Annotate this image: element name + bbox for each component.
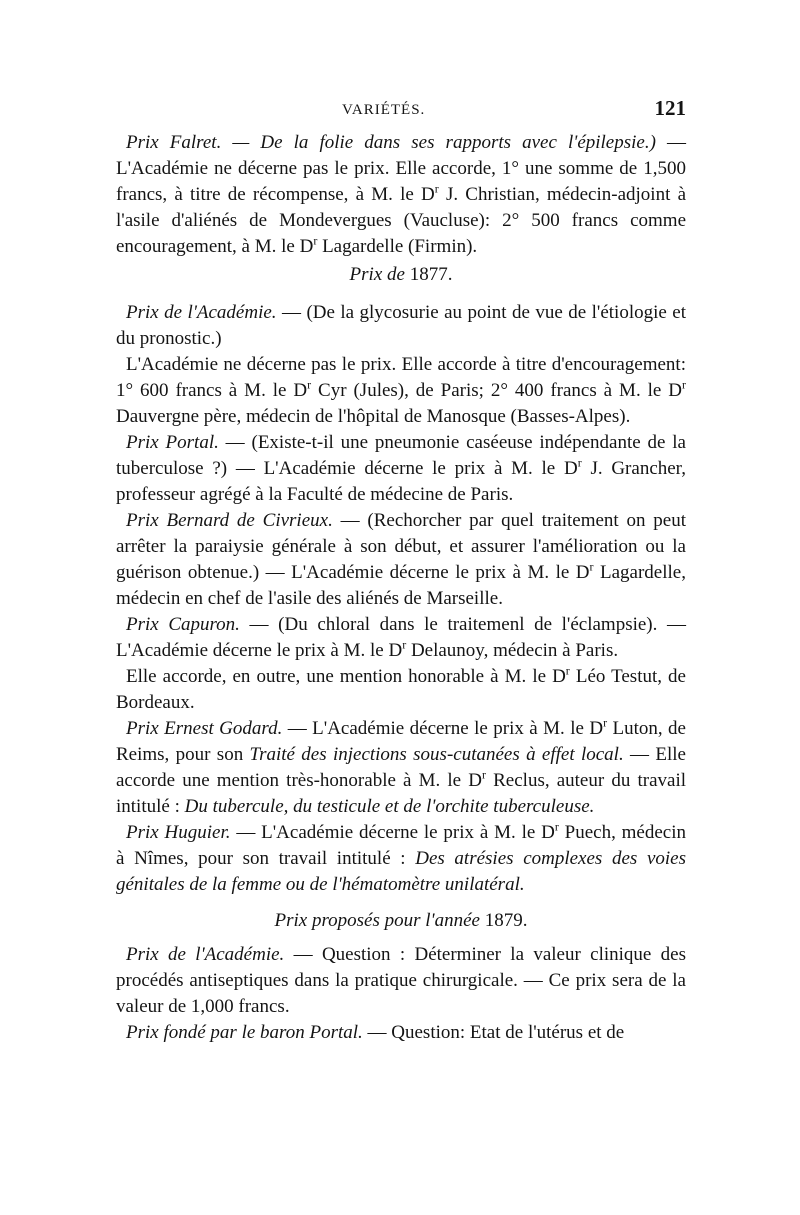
text-run: L'Académie ne décerne pas le prix. Elle accorde à titre d'encouragement: 1° 600 francs à M. le D [116, 354, 686, 401]
superscript: r [682, 377, 686, 392]
italic-text: Prix Bernard de Civrieux. [126, 510, 333, 531]
italic-text: Prix de l'Académie. [126, 944, 285, 965]
superscript: r [603, 715, 608, 730]
superscript: r [434, 181, 439, 196]
superscript: r [481, 767, 486, 782]
text-run: Delaunoy, médecin à Paris. [406, 640, 619, 661]
text-run: 1879. [479, 910, 528, 931]
paragraph [116, 300, 686, 352]
italic-text: Prix de l'Académie. [126, 302, 277, 323]
page-header [116, 96, 686, 130]
italic-text: Prix proposés pour l'année [274, 910, 480, 931]
text-run: Lagardelle, médecin en chef de l'asile des aliénés de Marseille. [116, 562, 686, 609]
paragraph [116, 130, 686, 260]
italic-text: Prix Falret. — De la folie dans ses rapports avec l'épilepsie.) [126, 132, 656, 153]
text-run: Léo Testut, de Bordeaux. [116, 666, 686, 713]
paragraph [116, 1020, 686, 1046]
paragraph [116, 664, 686, 716]
superscript: r [307, 377, 312, 392]
superscript: r [554, 819, 559, 834]
section-heading [116, 262, 686, 288]
italic-text: Prix fondé par le baron Portal. [126, 1022, 363, 1043]
text-run: Puech, médecin à Nîmes, pour son travail intitulé : [116, 822, 687, 869]
running-title: VARIÉTÉS. [342, 102, 426, 118]
superscript: r [589, 559, 594, 574]
body-text [116, 130, 686, 1046]
paragraph [116, 716, 686, 820]
text-run: — Question : Déterminer la valeur clinique des procédés antiseptiques dans la pratique chirurgicale. — Ce prix sera de la valeur de 1,000 francs. [116, 944, 686, 1017]
italic-text: Prix Ernest Godard. [126, 718, 283, 739]
text-run: Lagardelle (Firmin). [317, 236, 478, 257]
text-run: — (De la glycosurie au point de vue de l'étiologie et du pronostic.) [116, 302, 686, 349]
paragraph [116, 430, 686, 508]
text-run: — (Du chloral dans le traitemenl de l'éclampsie). — L'Académie décerne le prix à M. le D [116, 614, 686, 661]
paragraph [116, 820, 686, 898]
italic-text: Prix Capuron. [126, 614, 240, 635]
text-run: — (Rechorcher par quel traitement on peut arrêter la paraiysie générale à son début, et assurer l'amélioration ou la guérison obtenue.) — L'Académie décerne le prix à M. le D [116, 510, 686, 583]
text-run: J. Grancher, professeur agrégé à la Faculté de médecine de Paris. [116, 458, 686, 505]
paragraph [116, 352, 686, 430]
text-run: Luton, de Reims, pour son [116, 718, 686, 765]
italic-text: Prix Portal. [126, 432, 219, 453]
text-run: — Elle accorde une mention très-honorable à M. le D [116, 744, 686, 791]
paragraph [116, 508, 686, 612]
paragraph [116, 942, 686, 1020]
superscript: r [313, 233, 318, 248]
italic-text: Des atrésies complexes des voies génitales de la femme ou de l'hématomètre unilatéral. [116, 848, 686, 895]
italic-text: Du tubercule, du testicule et de l'orchite tuberculeuse. [184, 796, 595, 817]
text-run: Cyr (Jules), de Paris; 2° 400 francs à M. le D [311, 380, 682, 401]
superscript: r [402, 637, 407, 652]
text-run: — (Existe-t-il une pneumonie caséeuse indépendante de la tuberculose ?) — L'Académie décerne le prix à M. le D [116, 432, 686, 479]
italic-text: Prix Huguier. [126, 822, 231, 843]
text-run: Dauvergne père, médecin de l'hôpital de Manosque (Basses-Alpes). [116, 406, 631, 427]
text-run: Reclus, auteur du travail intitulé : [116, 770, 686, 817]
text-run: J. Christian, médecin-adjoint à l'asile d'aliénés de Mondevergues (Vaucluse): 2° 500 francs comme encouragement, à M. le D [116, 184, 687, 257]
text-run: — L'Académie décerne le prix à M. le D [230, 822, 555, 843]
text-run: 1877. [404, 264, 453, 285]
paragraph [116, 612, 686, 664]
page-number: 121 [654, 96, 686, 120]
italic-text: Prix de [349, 264, 405, 285]
text-run: — L'Académie ne décerne pas le prix. Elle accorde, 1° une somme de 1,500 francs, à titre de récompense, à M. le D [116, 132, 686, 205]
text-run: — Question: Etat de l'utérus et de [362, 1022, 625, 1043]
document-page [116, 96, 686, 1046]
italic-text: Traité des injections sous-cutanées à effet local. [249, 744, 624, 765]
superscript: r [577, 455, 582, 470]
text-run: Elle accorde, en outre, une mention honorable à M. le D [126, 666, 566, 687]
section-heading [116, 908, 686, 934]
superscript: r [565, 663, 570, 678]
text-run: — L'Académie décerne le prix à M. le D [282, 718, 604, 739]
